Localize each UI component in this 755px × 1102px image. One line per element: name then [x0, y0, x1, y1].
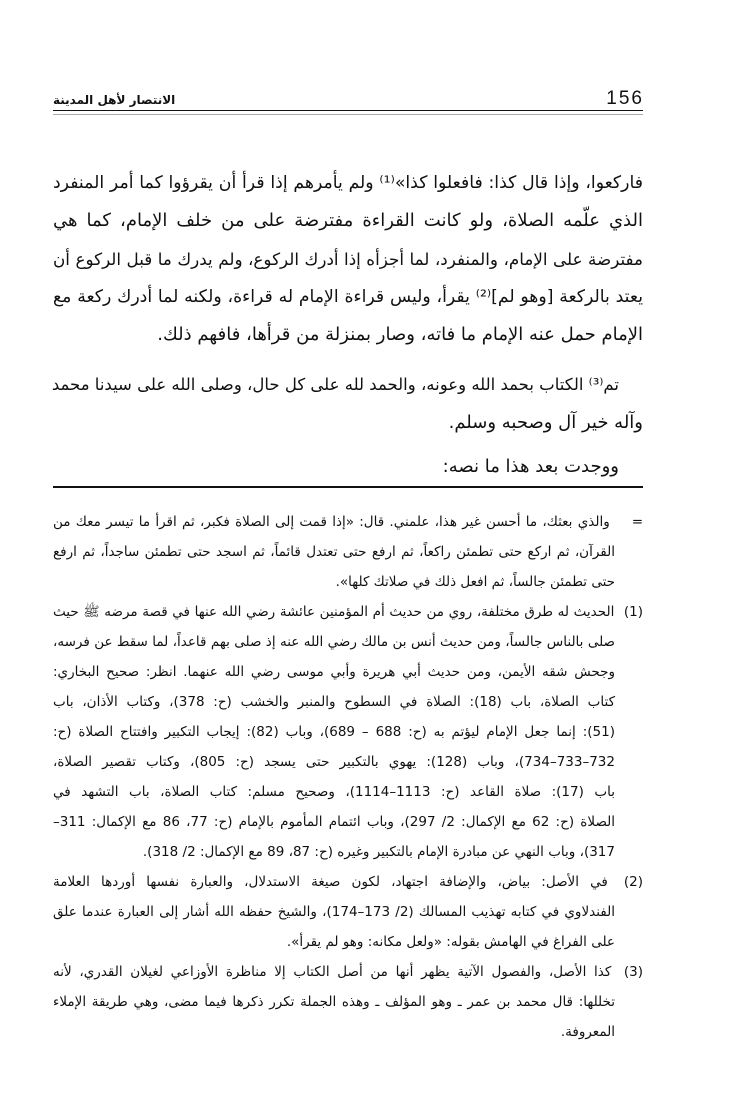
- header-rule-thin: [53, 114, 643, 115]
- body-line: الذي علّمه الصلاة، ولو كانت القراءة مفترضة على من خلف الإمام، كما هي: [53, 210, 643, 231]
- footnote-line: (51): إنما جعل الإمام ليؤتم به (ح: 688 – 689)، وباب (82): إيجاب التكبير وافتتاح الصلاة (ح:: [53, 724, 615, 740]
- footnote-line: على الفراغ في الهامش بقوله: «ولعل مكانه: وهو لم يقرأ».: [286, 934, 615, 950]
- footnote-text: والذي بعثك، ما أحسن غير هذا، علمني. قال: «إذا قمت إلى الصلاة فكبر، ثم اقرأ ما تيسر معك من: [53, 514, 610, 530]
- footnote-first-line: [53, 600, 643, 624]
- footnote-marker: (3): [623, 964, 643, 980]
- footnote-line: حتى تطمئن جالساً، ثم افعل ذلك في صلاتك كلها».: [335, 574, 615, 590]
- footnote-first-line: [53, 510, 643, 534]
- footnote-line: تخللها: قال محمد بن عمر ـ وهو المؤلف ـ وهذه الجملة تكرر ذكرها فيما مضى، وهي طريقة الإملاء: [53, 994, 615, 1010]
- body-line: الإمام حمل عنه الإمام ما فاته، وصار بمنزلة من قرأها، فافهم ذلك.: [157, 324, 643, 345]
- footnote-marker: =: [631, 514, 643, 530]
- body-line: وآله خير آل وصحبه وسلم.: [448, 412, 643, 433]
- page-number: 156: [606, 88, 644, 109]
- footnote-line: كتاب الصلاة، باب (18): الصلاة في السطوح والمنبر والخشب (ح: 378)، وكتاب الأذان، باب: [53, 694, 616, 710]
- body-line: مفترضة على الإمام، والمنفرد، لما أجزأه إذا أدرك الركوع، ولم يدرك ما قبل الركوع أن: [53, 249, 643, 269]
- footnote-line: الفندلاوي في كتابه تهذيب المسالك (2/ 173–174)، والشيخ حفظه الله أشار إلى العبارة عندما علق: [53, 904, 616, 920]
- body-line: فاركعوا، وإذا قال كذا: فافعلوا كذا»⁽¹⁾ ولم يأمرهم إذا قرأ أن يقرؤوا كما أمر المنفرد: [53, 173, 643, 193]
- footnote-first-line: [53, 960, 643, 984]
- footnote-first-line: [53, 870, 643, 894]
- footnote-line: وجحش شقه الأيمن، ومن حديث أبي هريرة وأبي موسى رضي الله عنهما. انظر: صحيح البخاري:: [53, 664, 615, 680]
- footnote-marker: (1): [623, 604, 643, 620]
- running-title: الانتصار لأهل المدينة: [53, 93, 176, 107]
- footnote-text: في الأصل: بياض، والإضافة اجتهاد، لكون صيغة الاستدلال، والعبارة نفسها أوردها العلامة: [53, 874, 608, 890]
- body-line: ووجدت بعد هذا ما نصه:: [442, 456, 619, 477]
- footnote-line: القرآن، ثم اركع حتى تطمئن راكعاً، ثم ارفع حتى تعتدل قائماً، ثم اسجد حتى تطمئن ساجداً، ثم ارفع: [53, 544, 615, 560]
- footnote-text: الحديث له طرق مختلفة، روي من حديث أم المؤمنين عائشة رضي الله عنها في قصة مرضه ﷺ حيث: [53, 604, 615, 620]
- footnote-line: صلى بالناس جالساً، ومن حديث أنس بن مالك رضي الله عنه إذ صلى بهم قاعداً، لما سقط عن فرسه،: [53, 634, 615, 650]
- header-rule: [53, 110, 643, 111]
- body-line: تم⁽³⁾ الكتاب بحمد الله وعونه، والحمد لله على كل حال، وصلى الله على سيدنا محمد: [51, 375, 619, 394]
- body-line: يعتد بالركعة [وهو لم]⁽²⁾ يقرأ، وليس قراءة الإمام له قراءة، ولكنه لما أدرك ركعة مع: [53, 287, 643, 307]
- footnote-line: الصلاة (ح: 62 مع الإكمال: 2/ 297)، وباب ائتمام المأموم بالإمام (ح: 77، 86 مع الإكمال: 311–: [53, 814, 616, 830]
- footnote-marker: (2): [623, 874, 644, 890]
- footnote-line: 317)، وباب النهي عن مبادرة الإمام بالتكبير وغيره (ح: 87، 89 مع الإكمال: 2/ 318).: [142, 844, 615, 860]
- footnote-text: كذا الأصل، والفصول الآتية يظهر أنها من أصل الكتاب إلا مناظرة الأوزاعي لغيلان القدري، لأنه: [53, 964, 612, 980]
- footnote-line: المعروفة.: [560, 1024, 615, 1040]
- footnote-separator: [53, 486, 643, 488]
- footnote-line: باب (17): صلاة القاعد (ح: 1113–1114)، وصحيح مسلم: كتاب الصلاة، باب التشهد في: [53, 784, 615, 800]
- footnote-line: 732–733–734)، وباب (128): يهوي بالتكبير حتى يسجد (ح: 805)، وكتاب تقصير الصلاة،: [53, 754, 615, 770]
